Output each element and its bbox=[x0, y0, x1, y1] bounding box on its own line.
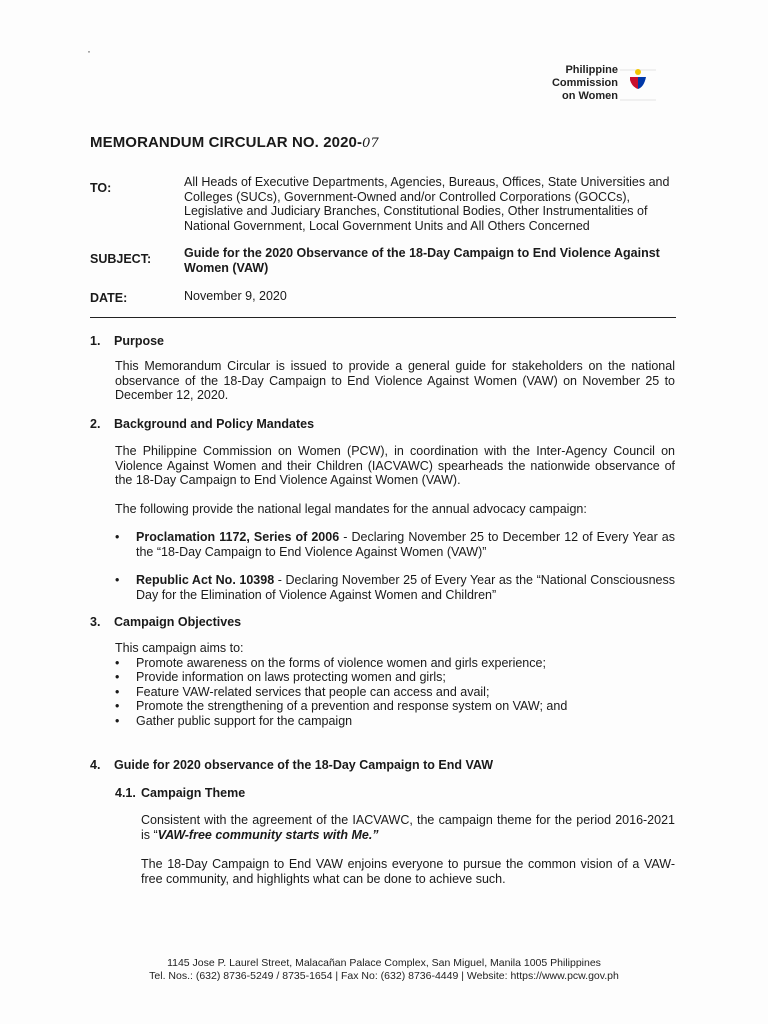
objective-text: Promote awareness on the forms of violence women and girls experience; bbox=[136, 655, 546, 670]
mandate-2-title: Republic Act No. 10398 bbox=[136, 573, 275, 587]
section-4-number: 4. bbox=[90, 758, 101, 772]
logo-text bbox=[552, 64, 618, 103]
bullet-dot-icon: • bbox=[115, 530, 120, 544]
section-2-title: Background and Policy Mandates bbox=[114, 417, 315, 431]
section-1-heading bbox=[90, 334, 164, 348]
memo-title-text: MEMORANDUM CIRCULAR NO. 2020- bbox=[90, 134, 363, 151]
logo-line-2: Commission bbox=[551, 77, 618, 89]
bullet-dot-icon: • bbox=[115, 655, 120, 670]
header-divider bbox=[90, 317, 676, 318]
theme-text: Consistent with the agreement of the IACVAWC, the campaign theme for the period 2016-2021 is “ bbox=[141, 813, 675, 842]
bullet-dot-icon: • bbox=[115, 713, 120, 728]
bullet-dot-icon: • bbox=[115, 670, 120, 684]
to-value: All Heads of Executive Departments, Agencies, Bureaus, Offices, State Universities and Colleges (SUCs), Government-Owned and/or Controlled Corporations (GOCCs), Legislative and Judiciary Branches, Constitutional Bodies, Other Instrumentalities of National Government, Local Government Units and All Others Concerned bbox=[184, 175, 670, 233]
section-1-number: 1. bbox=[90, 334, 101, 348]
section-4-title: Guide for 2020 observance of the 18-Day Campaign to End VAW bbox=[114, 758, 494, 772]
section-2-heading bbox=[90, 417, 314, 431]
mandate-bullet-1 bbox=[115, 530, 675, 559]
section-1-title: Purpose bbox=[114, 334, 165, 348]
bullet-dot-icon: • bbox=[115, 684, 120, 699]
list-item bbox=[115, 685, 675, 700]
list-item bbox=[115, 699, 675, 714]
mandate-2-text: - Declaring November 25 of Every Year as the “National Consciousness Day for the Elimination of Violence Against Women and Children” bbox=[136, 573, 675, 602]
list-item bbox=[115, 656, 675, 671]
to-label: TO: bbox=[90, 181, 112, 195]
section-2-number: 2. bbox=[90, 417, 101, 431]
section-3-number: 3. bbox=[90, 615, 101, 629]
section-3-title: Campaign Objectives bbox=[114, 615, 242, 629]
section-4-1-heading bbox=[115, 786, 245, 800]
section-4-1-title: Campaign Theme bbox=[141, 786, 246, 800]
section-2-paragraph-1: The Philippine Commission on Women (PCW), in coordination with the Inter-Agency Council on Violence Against Women and their Children (IACVAWC) spearheads the nationwide observance of the 18-Day Campaign to End Violence Against Women (VAW). bbox=[115, 444, 675, 487]
memo-number-handwritten: 07 bbox=[362, 136, 379, 151]
mandate-bullet-2 bbox=[115, 573, 675, 602]
objective-text: Gather public support for the campaign bbox=[136, 713, 353, 728]
date-value: November 9, 2020 bbox=[184, 289, 287, 303]
pcw-logo bbox=[508, 62, 658, 110]
objectives-intro: This campaign aims to: bbox=[115, 641, 244, 655]
bullet-dot-icon: • bbox=[115, 699, 120, 713]
logo-line-3: on Women bbox=[561, 90, 618, 102]
theme-paragraph bbox=[141, 813, 675, 842]
date-label: DATE: bbox=[90, 291, 128, 305]
list-item bbox=[115, 714, 675, 729]
mandate-1-title: Proclamation 1172, Series of 2006 bbox=[136, 530, 340, 544]
section-2-paragraph-2: The following provide the national legal mandates for the annual advocacy campaign: bbox=[115, 502, 587, 516]
subject-label: SUBJECT: bbox=[90, 252, 152, 266]
bullet-dot-icon: • bbox=[115, 573, 120, 587]
memo-title bbox=[90, 134, 379, 151]
vision-paragraph: The 18-Day Campaign to End VAW enjoins everyone to pursue the common vision of a VAW-free community, and highlights what can be done to achieve such. bbox=[141, 857, 675, 886]
theme-slogan: VAW-free community starts with Me.” bbox=[157, 827, 379, 842]
section-4-heading bbox=[90, 758, 493, 772]
logo-line-1: Philippine bbox=[565, 64, 618, 76]
subject-value: Guide for the 2020 Observance of the 18-Day Campaign to End Violence Against Women (VAW) bbox=[184, 246, 660, 275]
footer-address bbox=[0, 957, 768, 983]
objective-text: Promote the strengthening of a prevention and response system on VAW; and bbox=[136, 699, 568, 713]
pcw-emblem-icon bbox=[618, 62, 658, 106]
scan-mark: · bbox=[87, 44, 91, 58]
footer-contact-line: Tel. Nos.: (632) 8736-5249 / 8735-1654 | Fax No: (632) 8736-4449 | Website: https://www.pcw.gov.ph bbox=[149, 970, 619, 982]
section-3-heading bbox=[90, 615, 241, 629]
list-item bbox=[115, 670, 675, 685]
section-4-1-number: 4.1. bbox=[115, 786, 136, 800]
mandate-1-text: - Declaring November 25 to December 12 of Every Year as the “18-Day Campaign to End Violence Against Women (VAW)” bbox=[136, 530, 675, 559]
footer-address-line: 1145 Jose P. Laurel Street, Malacañan Palace Complex, San Miguel, Manila 1005 Philippines bbox=[167, 957, 601, 969]
objective-text: Feature VAW-related services that people can access and avail; bbox=[136, 684, 490, 699]
objective-text: Provide information on laws protecting women and girls; bbox=[136, 670, 446, 684]
objectives-list bbox=[115, 641, 675, 728]
section-1-paragraph: This Memorandum Circular is issued to provide a general guide for stakeholders on the national observance of the 18-Day Campaign to End Violence Against Women (VAW) on November 25 to December 12, 2020. bbox=[115, 359, 675, 402]
